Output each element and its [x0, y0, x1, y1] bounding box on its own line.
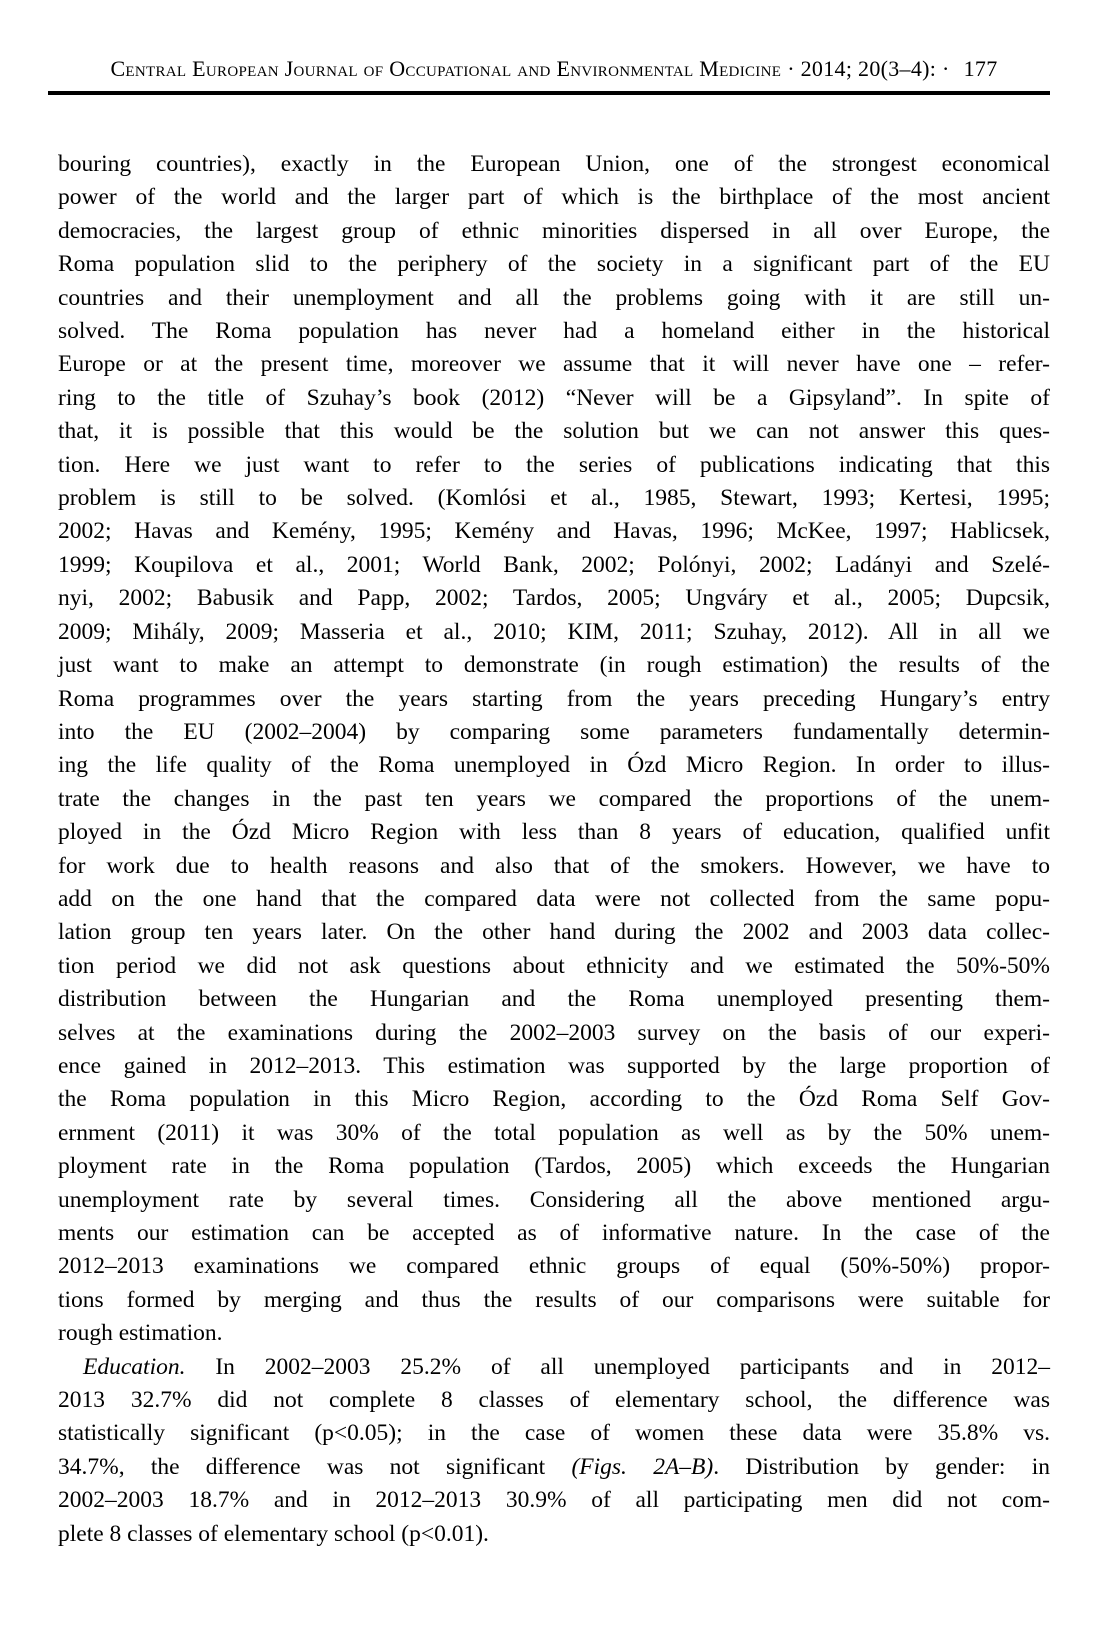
text-line: ence gained in 2012–2013. This estimation was supported by the large proportion of	[58, 1052, 1050, 1079]
text-line: that, it is possible that this would be the solution but we can not answer this ques-	[58, 418, 1050, 445]
text-line: ing the life quality of the Roma unemployed in Ózd Micro Region. In order to illus-	[58, 752, 1050, 779]
paragraph-continuation	[58, 148, 1050, 1351]
text-run: . Distribution by gender: in	[713, 1453, 1050, 1480]
text-line: plete 8 classes of elementary school (p<0.01).	[58, 1520, 489, 1547]
text-line: countries and their unemployment and all the problems going with it are still un-	[58, 284, 1050, 311]
text-line: democracies, the largest group of ethnic minorities dispersed in all over Europe, the	[58, 217, 1050, 244]
paragraph-education	[58, 1351, 1050, 1551]
text-line	[58, 1451, 1050, 1484]
text-line: ments our estimation can be accepted as of informative nature. In the case of the	[58, 1220, 1050, 1246]
text-line: 2002; Havas and Kemény, 1995; Kemény and Havas, 1996; McKee, 1997; Hablicsek,	[58, 518, 1050, 545]
text-line: 2012–2013 examinations we compared ethnic groups of equal (50%-50%) propor-	[58, 1253, 1050, 1280]
text-line: ployed in the Ózd Micro Region with less than 8 years of education, qualified unfit	[58, 819, 1050, 846]
text-line: Roma population slid to the periphery of the society in a significant part of the EU	[58, 251, 1050, 278]
text-line: selves at the examinations during the 2002–2003 survey on the basis of our experi-	[58, 1019, 1050, 1046]
text-line: 2009; Mihály, 2009; Masseria et al., 2010; KIM, 2011; Szuhay, 2012). All in all we	[58, 618, 1050, 645]
text-line: tion period we did not ask questions about ethnicity and we estimated the 50%-50%	[58, 952, 1050, 979]
text-line: Europe or at the present time, moreover we assume that it will never have one – refer-	[58, 351, 1050, 378]
text-line: ring to the title of Szuhay’s book (2012) “Never will be a Gipsyland”. In spite of	[58, 384, 1050, 411]
text-line: 2002–2003 18.7% and in 2012–2013 30.9% of all participating men did not com-	[58, 1487, 1050, 1514]
text-line: 1999; Koupilova et al., 2001; World Bank, 2002; Polónyi, 2002; Ladányi and Szelé-	[58, 551, 1050, 578]
text-line: trate the changes in the past ten years we compared the proportions of the unem-	[58, 785, 1050, 812]
text-run: 34.7%, the difference was not significant	[58, 1453, 572, 1480]
text-line: Roma programmes over the years starting from the years preceding Hungary’s entry	[58, 685, 1050, 712]
text-line: power of the world and the larger part of which is the birthplace of the most ancient	[58, 184, 1050, 211]
text-line: for work due to health reasons and also that of the smokers. However, we have to	[58, 852, 1050, 879]
text-line: 2013 32.7% did not complete 8 classes of elementary school, the difference was	[58, 1387, 1050, 1414]
text-line	[58, 1351, 1050, 1384]
text-run: In 2002–2003 25.2% of all unemployed participants and in 2012–	[185, 1353, 1050, 1380]
text-line: distribution between the Hungarian and the Roma unemployed presenting them-	[58, 986, 1050, 1013]
text-line: ernment (2011) it was 30% of the total population as well as by the 50% unem-	[58, 1119, 1050, 1146]
text-line: add on the one hand that the compared data were not collected from the same popu-	[58, 885, 1050, 912]
text-line: ployment rate in the Roma population (Tardos, 2005) which exceeds the Hungarian	[58, 1153, 1050, 1180]
text-line: solved. The Roma population has never had a homeland either in the historical	[58, 318, 1050, 345]
text-line: bouring countries), exactly in the European Union, one of the strongest economical	[58, 151, 1050, 177]
text-line: rough estimation.	[58, 1320, 223, 1347]
page-number: 177	[963, 56, 998, 81]
text-line: just want to make an attempt to demonstrate (in rough estimation) the results of the	[58, 652, 1050, 679]
journal-title: Central European Journal of Occupational and Environmental Medicine	[110, 56, 782, 81]
text-line: nyi, 2002; Babusik and Papp, 2002; Tardos, 2005; Ungváry et al., 2005; Dupcsik,	[58, 585, 1050, 612]
text-line: unemployment rate by several times. Considering all the above mentioned argu-	[58, 1186, 1050, 1213]
text-line: the Roma population in this Micro Region, according to the Ózd Roma Self Gov-	[58, 1086, 1050, 1113]
article-body	[58, 148, 1050, 1551]
text-line: tions formed by merging and thus the results of our comparisons were suitable for	[58, 1286, 1050, 1313]
text-line: lation group ten years later. On the other hand during the 2002 and 2003 data collec-	[58, 919, 1050, 946]
issue-citation: · 2014; 20(3–4): ·	[787, 56, 950, 81]
text-line: problem is still to be solved. (Komlósi et al., 1985, Stewart, 1993; Kertesi, 1995;	[58, 485, 1050, 512]
text-line: into the EU (2002–2004) by comparing some parameters fundamentally determin-	[58, 718, 1050, 745]
education-run-in-heading: Education.	[83, 1353, 186, 1380]
running-head	[58, 56, 1050, 82]
header-rule	[48, 91, 1050, 95]
text-line: tion. Here we just want to refer to the series of publications indicating that this	[58, 451, 1050, 478]
text-line: statistically significant (p<0.05); in the case of women these data were 35.8% vs.	[58, 1420, 1050, 1447]
figure-reference: (Figs. 2A–B)	[571, 1453, 714, 1480]
